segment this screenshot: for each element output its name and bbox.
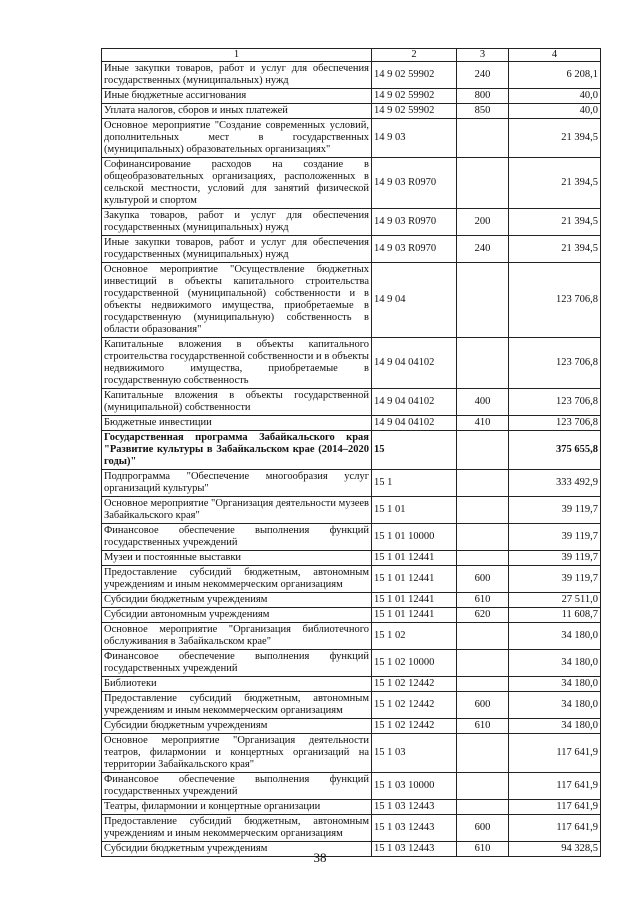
- table-row: [102, 815, 601, 842]
- table-row: [102, 566, 601, 593]
- row-expense-type: [457, 524, 509, 551]
- row-expense-type: 600: [457, 692, 509, 719]
- row-amount: 34 180,0: [509, 692, 601, 719]
- row-name: Основное мероприятие "Осуществление бюджетных инвестиций в объекты капитального строительства государственной (муниципальной) собственности и в объекты недвижимого имущества, приобретаемые в государственную (муниципальную) собственность в области образования": [102, 263, 372, 338]
- row-expense-type: 240: [457, 62, 509, 89]
- table-row: [102, 263, 601, 338]
- row-amount: 34 180,0: [509, 623, 601, 650]
- row-amount: 21 394,5: [509, 236, 601, 263]
- row-name: Основное мероприятие "Организация деятельности театров, филармонии и концертных организаций на территории Забайкальского края": [102, 734, 372, 773]
- row-code: 15 1 01 10000: [372, 524, 457, 551]
- row-code: 14 9 04 04102: [372, 389, 457, 416]
- row-name: Софинансирование расходов на создание в общеобразовательных организациях, расположенных в сельской местности, условий для занятий физической культурой и спортом: [102, 158, 372, 209]
- row-expense-type: 410: [457, 416, 509, 431]
- row-code: 14 9 03 R0970: [372, 158, 457, 209]
- table-row: [102, 692, 601, 719]
- row-amount: 123 706,8: [509, 416, 601, 431]
- row-code: 15 1 03 10000: [372, 773, 457, 800]
- row-expense-type: 240: [457, 236, 509, 263]
- row-code: 14 9 04 04102: [372, 338, 457, 389]
- row-expense-type: 400: [457, 389, 509, 416]
- row-expense-type: [457, 773, 509, 800]
- row-expense-type: [457, 800, 509, 815]
- row-amount: 34 180,0: [509, 650, 601, 677]
- row-expense-type: 600: [457, 566, 509, 593]
- row-code: 15 1 03 12443: [372, 800, 457, 815]
- row-amount: 117 641,9: [509, 773, 601, 800]
- table-row: [102, 389, 601, 416]
- row-code: 14 9 03 R0970: [372, 236, 457, 263]
- row-amount: 40,0: [509, 89, 601, 104]
- row-amount: 21 394,5: [509, 209, 601, 236]
- header-col-3: 3: [457, 49, 509, 62]
- row-name: Финансовое обеспечение выполнения функций государственных учреждений: [102, 650, 372, 677]
- row-amount: 39 119,7: [509, 566, 601, 593]
- table-header-row: [102, 49, 601, 62]
- row-name: Основное мероприятие "Создание современных условий, дополнительных мест в государственных (муниципальных) образовательных организациях": [102, 119, 372, 158]
- row-name: Библиотеки: [102, 677, 372, 692]
- row-amount: 40,0: [509, 104, 601, 119]
- table-row: [102, 209, 601, 236]
- row-code: 15 1 01 12441: [372, 566, 457, 593]
- row-name: Иные бюджетные ассигнования: [102, 89, 372, 104]
- table-row: [102, 623, 601, 650]
- row-amount: 11 608,7: [509, 608, 601, 623]
- table-row: [102, 236, 601, 263]
- table-row: [102, 416, 601, 431]
- row-expense-type: [457, 263, 509, 338]
- row-code: 15 1 02 12442: [372, 677, 457, 692]
- row-name: Подпрограмма "Обеспечение многообразия услуг организаций культуры": [102, 470, 372, 497]
- row-amount: 117 641,9: [509, 800, 601, 815]
- row-expense-type: 610: [457, 719, 509, 734]
- row-amount: 21 394,5: [509, 158, 601, 209]
- row-expense-type: [457, 158, 509, 209]
- row-expense-type: [457, 497, 509, 524]
- table-row: [102, 119, 601, 158]
- header-col-4: 4: [509, 49, 601, 62]
- row-code: 15 1 01: [372, 497, 457, 524]
- table-row: [102, 773, 601, 800]
- row-expense-type: 800: [457, 89, 509, 104]
- row-amount: 39 119,7: [509, 497, 601, 524]
- table-row: [102, 89, 601, 104]
- row-name: Финансовое обеспечение выполнения функций государственных учреждений: [102, 773, 372, 800]
- row-expense-type: [457, 734, 509, 773]
- table-row: [102, 551, 601, 566]
- row-amount: 123 706,8: [509, 338, 601, 389]
- row-name: Субсидии бюджетным учреждениям: [102, 593, 372, 608]
- row-amount: 117 641,9: [509, 734, 601, 773]
- row-amount: 34 180,0: [509, 719, 601, 734]
- row-amount: 27 511,0: [509, 593, 601, 608]
- row-expense-type: [457, 431, 509, 470]
- row-name: Закупка товаров, работ и услуг для обеспечения государственных (муниципальных) нужд: [102, 209, 372, 236]
- row-code: 14 9 02 59902: [372, 104, 457, 119]
- row-expense-type: 610: [457, 593, 509, 608]
- row-expense-type: 600: [457, 815, 509, 842]
- row-amount: 123 706,8: [509, 389, 601, 416]
- row-code: 14 9 02 59902: [372, 62, 457, 89]
- table-row: [102, 338, 601, 389]
- row-name: Театры, филармонии и концертные организации: [102, 800, 372, 815]
- table-row: [102, 524, 601, 551]
- row-name: Музеи и постоянные выставки: [102, 551, 372, 566]
- row-code: 15 1 01 12441: [372, 551, 457, 566]
- table-row: [102, 470, 601, 497]
- row-expense-type: [457, 623, 509, 650]
- row-amount: 94 328,5: [509, 842, 601, 857]
- row-code: 14 9 03 R0970: [372, 209, 457, 236]
- row-code: 15 1 01 12441: [372, 608, 457, 623]
- table-row: [102, 677, 601, 692]
- row-name: Иные закупки товаров, работ и услуг для обеспечения государственных (муниципальных) нужд: [102, 62, 372, 89]
- row-amount: 6 208,1: [509, 62, 601, 89]
- row-name: Основное мероприятие "Организация библиотечного обслуживания в Забайкальском крае": [102, 623, 372, 650]
- row-expense-type: [457, 338, 509, 389]
- row-expense-type: 200: [457, 209, 509, 236]
- row-name: Финансовое обеспечение выполнения функций государственных учреждений: [102, 524, 372, 551]
- header-col-2: 2: [372, 49, 457, 62]
- table-row: [102, 593, 601, 608]
- row-name: Субсидии автономным учреждениям: [102, 608, 372, 623]
- table-row: [102, 431, 601, 470]
- row-amount: 375 655,8: [509, 431, 601, 470]
- row-code: 15 1 01 12441: [372, 593, 457, 608]
- row-expense-type: [457, 650, 509, 677]
- page-number: 38: [313, 850, 327, 865]
- row-amount: 34 180,0: [509, 677, 601, 692]
- row-code: 14 9 04: [372, 263, 457, 338]
- table-row: [102, 734, 601, 773]
- table-row: [102, 497, 601, 524]
- table-row: [102, 800, 601, 815]
- row-name: Основное мероприятие "Организация деятельности музеев Забайкальского края": [102, 497, 372, 524]
- table-row: [102, 104, 601, 119]
- row-name: Субсидии бюджетным учреждениям: [102, 719, 372, 734]
- table-row: [102, 158, 601, 209]
- row-amount: 117 641,9: [509, 815, 601, 842]
- table-row: [102, 62, 601, 89]
- table-row: [102, 650, 601, 677]
- row-name: Субсидии бюджетным учреждениям: [102, 842, 372, 857]
- row-amount: 123 706,8: [509, 263, 601, 338]
- row-name: Капитальные вложения в объекты государственной (муниципальной) собственности: [102, 389, 372, 416]
- table-row: [102, 608, 601, 623]
- row-expense-type: [457, 551, 509, 566]
- row-code: 14 9 02 59902: [372, 89, 457, 104]
- row-name: Иные закупки товаров, работ и услуг для обеспечения государственных (муниципальных) нужд: [102, 236, 372, 263]
- row-expense-type: [457, 119, 509, 158]
- row-expense-type: [457, 677, 509, 692]
- row-code: 15 1 03 12443: [372, 842, 457, 857]
- row-name: Уплата налогов, сборов и иных платежей: [102, 104, 372, 119]
- budget-table: [101, 48, 601, 857]
- row-code: 14 9 04 04102: [372, 416, 457, 431]
- row-name: Государственная программа Забайкальского края "Развитие культуры в Забайкальском крае (2014–2020 годы)": [102, 431, 372, 470]
- row-amount: 39 119,7: [509, 551, 601, 566]
- row-name: Предоставление субсидий бюджетным, автономным учреждениям и иным некоммерческим организациям: [102, 815, 372, 842]
- row-expense-type: [457, 470, 509, 497]
- row-code: 15 1 03: [372, 734, 457, 773]
- row-amount: 333 492,9: [509, 470, 601, 497]
- row-code: 15 1 02 12442: [372, 719, 457, 734]
- row-code: 15 1 02 12442: [372, 692, 457, 719]
- table-row: [102, 719, 601, 734]
- row-name: Бюджетные инвестиции: [102, 416, 372, 431]
- row-code: 15 1: [372, 470, 457, 497]
- row-expense-type: 610: [457, 842, 509, 857]
- header-col-1: 1: [102, 49, 372, 62]
- row-code: 14 9 03: [372, 119, 457, 158]
- row-code: 15 1 02 10000: [372, 650, 457, 677]
- row-name: Предоставление субсидий бюджетным, автономным учреждениям и иным некоммерческим организациям: [102, 692, 372, 719]
- row-code: 15: [372, 431, 457, 470]
- row-name: Предоставление субсидий бюджетным, автономным учреждениям и иным некоммерческим организациям: [102, 566, 372, 593]
- row-expense-type: 620: [457, 608, 509, 623]
- row-expense-type: 850: [457, 104, 509, 119]
- row-code: 15 1 02: [372, 623, 457, 650]
- row-code: 15 1 03 12443: [372, 815, 457, 842]
- row-name: Капитальные вложения в объекты капитального строительства государственной собственности и в объекты недвижимого имущества, приобретаемые в государственную собственность: [102, 338, 372, 389]
- row-amount: 21 394,5: [509, 119, 601, 158]
- row-amount: 39 119,7: [509, 524, 601, 551]
